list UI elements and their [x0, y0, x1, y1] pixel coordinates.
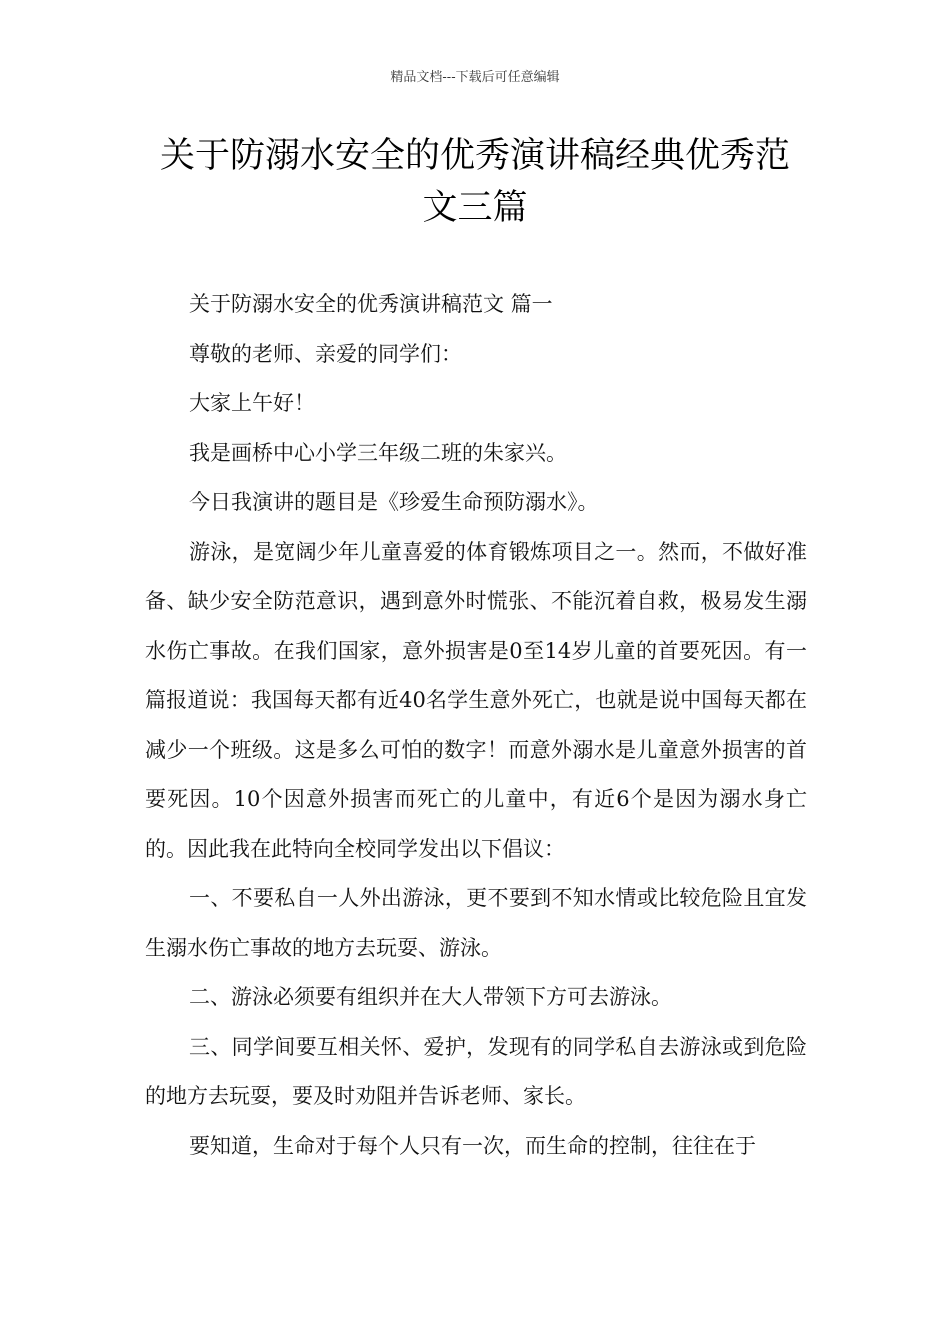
paragraph-closing: 要知道，生命对于每个人只有一次，而生命的控制，往往在于 — [189, 1133, 756, 1158]
paragraph-proposal-3: 三、同学间要互相关怀、爱护，发现有的同学私自去游泳或到危险的地方去玩耍，要及时劝阻并告诉老师、家长。 — [145, 1034, 807, 1108]
paragraph-introduction: 我是画桥中心小学三年级二班的朱家兴。 — [189, 440, 567, 465]
document-body — [145, 280, 807, 1171]
header-note: 精品文档---下载后可任意编辑 — [390, 70, 560, 85]
paragraph-greeting: 大家上午好！ — [189, 391, 315, 415]
document-title: 关于防溺水安全的优秀演讲稿经典优秀范文三篇 — [159, 136, 790, 228]
paragraph-proposal-2: 二、游泳必须要有组织并在大人带领下方可去游泳。 — [189, 985, 672, 1009]
paragraph-topic: 今日我演讲的题目是《珍爱生命预防溺水》。 — [189, 490, 599, 514]
paragraph-heading: 关于防溺水安全的优秀演讲稿范文 篇一 — [189, 292, 553, 316]
paragraph-main: 游泳，是宽阔少年儿童喜爱的体育锻炼项目之一。然而，不做好准备、缺少安全防范意识，遇到意外时慌张、不能沉着自救，极易发生溺水伤亡事故。在我们国家，意外损害是0至14岁儿童的首要死因。有一篇报道说：我国每天都有近40名学生意外死亡，也就是说中国每天都在减少一个班级。这是多么可怕的数字！而意外溺水是儿童意外损害的首要死因。10个因意外损害而死亡的儿童中，有近6个是因为溺水身亡的。因此我在此特向全校同学发出以下倡议： — [145, 539, 807, 861]
paragraph-salutation: 尊敬的老师、亲爱的同学们： — [189, 341, 462, 366]
paragraph-proposal-1: 一、不要私自一人外出游泳，更不要到不知水情或比较危险且宜发生溺水伤亡事故的地方去玩耍、游泳。 — [145, 886, 807, 960]
